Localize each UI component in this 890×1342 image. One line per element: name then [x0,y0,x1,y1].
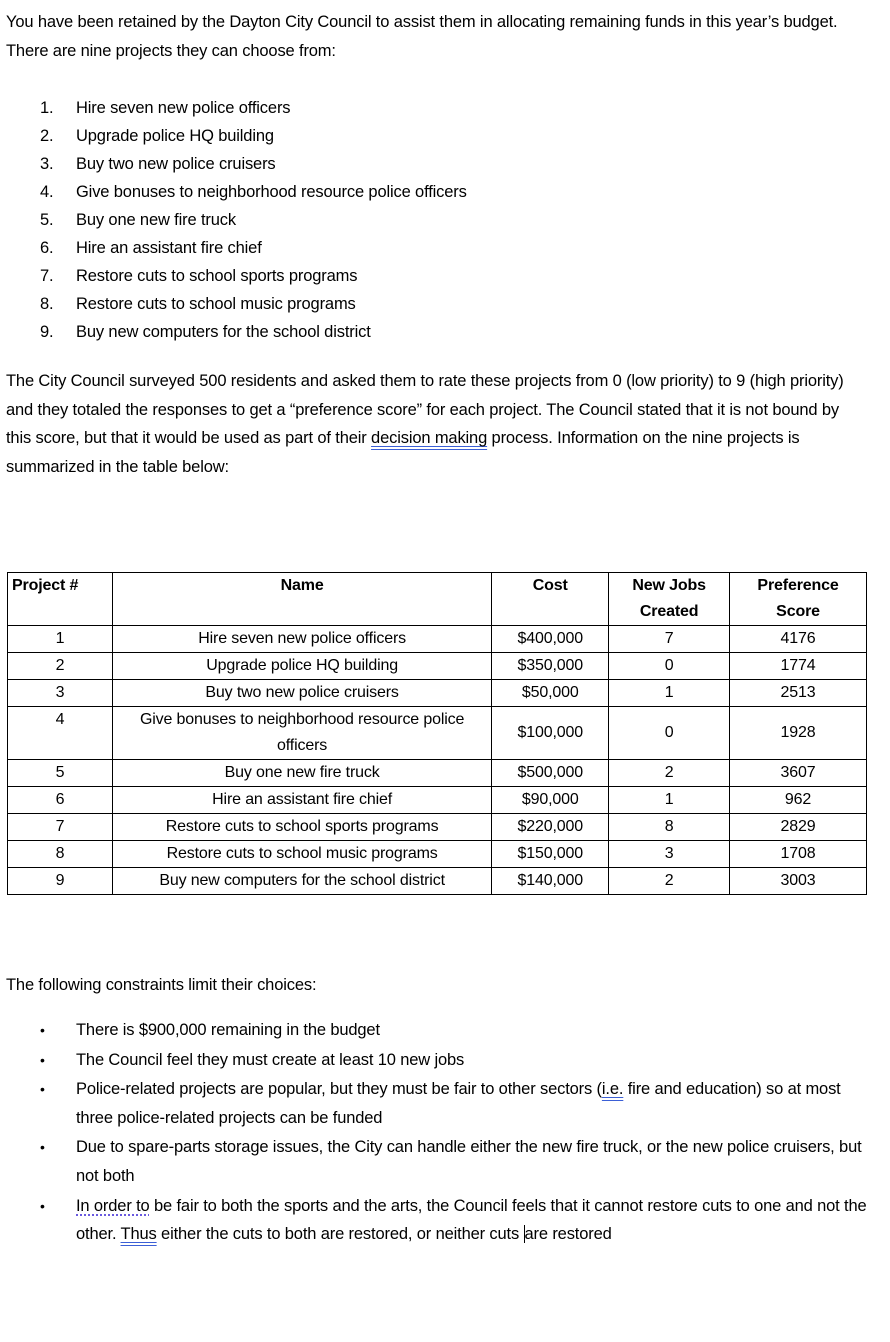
table-row [8,707,867,760]
cell-name: Restore cuts to school sports programs [112,814,491,841]
cell-name: Upgrade police HQ building [112,653,491,680]
list-item: 9. Buy new computers for the school district [40,323,371,341]
cell-jobs: 2 [609,868,730,895]
cell-project-num: 6 [8,787,113,814]
cell-project-num: 4 [8,707,113,760]
table-row [8,653,867,680]
projects-table [7,572,867,895]
cell-cost: $350,000 [492,653,609,680]
cell-jobs: 1 [609,787,730,814]
cell-name: Buy two new police cruisers [112,680,491,707]
header-cost: Cost [492,573,609,626]
table-row [8,787,867,814]
cell-score: 3003 [730,868,867,895]
list-item: 6. Hire an assistant fire chief [40,239,262,257]
table-row [8,841,867,868]
cell-score: 1928 [730,707,867,760]
intro-paragraph: You have been retained by the Dayton City Council to assist them in allocating remaining funds in this year’s budget. There are nine projects they can choose from: [6,13,838,60]
cell-project-num: 5 [8,760,113,787]
spellcheck-underline[interactable]: Thus [120,1225,157,1244]
header-name: Name [112,573,491,626]
table-row [8,868,867,895]
cell-project-num: 2 [8,653,113,680]
spellcheck-underline[interactable]: i.e. [601,1080,624,1099]
table-row [8,626,867,653]
cell-jobs: 0 [609,707,730,760]
list-item: 7. Restore cuts to school sports programs [40,267,358,285]
survey-paragraph: The City Council surveyed 500 residents and asked them to rate these projects from 0 (low priority) to 9 (high priority) and they totaled the responses to get a “preference score” for each project. The Council stated that it is not bound by this score, but that it would be used as part of their decision making process. Information on the nine projects is summarized in the table below: [6,372,844,476]
spellcheck-underline[interactable]: decision making [371,429,488,448]
list-item: 4. Give bonuses to neighborhood resource police officers [40,183,467,201]
cell-score: 4176 [730,626,867,653]
cell-score: 1774 [730,653,867,680]
cell-jobs: 0 [609,653,730,680]
list-item: • Due to spare-parts storage issues, the City can handle either the new fire truck, or the new police cruisers, but not both [40,1138,862,1185]
cell-jobs: 7 [609,626,730,653]
cell-cost: $50,000 [492,680,609,707]
cell-cost: $400,000 [492,626,609,653]
list-item: 8. Restore cuts to school music programs [40,295,356,313]
list-item: • The Council feel they must create at least 10 new jobs [40,1050,465,1069]
cell-project-num: 1 [8,626,113,653]
cell-score: 3607 [730,760,867,787]
cell-jobs: 8 [609,814,730,841]
list-item: • There is $900,000 remaining in the budget [40,1021,380,1039]
cell-cost: $220,000 [492,814,609,841]
list-item: 2. Upgrade police HQ building [40,127,274,145]
cell-name: Restore cuts to school music programs [112,841,491,868]
cell-cost: $150,000 [492,841,609,868]
cell-name: Buy one new fire truck [112,760,491,787]
cell-cost: $90,000 [492,787,609,814]
cell-score: 962 [730,787,867,814]
cell-name: Give bonuses to neighborhood resource police officers [112,707,491,760]
cell-score: 1708 [730,841,867,868]
cell-jobs: 2 [609,760,730,787]
cell-name: Hire seven new police officers [112,626,491,653]
cell-cost: $500,000 [492,760,609,787]
table-header-row [8,573,867,626]
header-project-num: Project # [8,573,113,626]
header-jobs: New Jobs Created [609,573,730,626]
constraints-list [40,1016,870,1250]
cell-jobs: 1 [609,680,730,707]
table-row [8,814,867,841]
projects-list [40,94,467,346]
cell-cost: $100,000 [492,707,609,760]
list-item: 5. Buy one new fire truck [40,211,236,229]
cell-project-num: 9 [8,868,113,895]
table-row [8,680,867,707]
cell-project-num: 3 [8,680,113,707]
list-item: 3. Buy two new police cruisers [40,155,276,173]
cell-score: 2829 [730,814,867,841]
header-score: Preference Score [730,573,867,626]
cell-cost: $140,000 [492,868,609,895]
cell-name: Hire an assistant fire chief [112,787,491,814]
constraints-heading: The following constraints limit their choices: [6,976,317,994]
list-item: • Police-related projects are popular, but they must be fair to other sectors (i.e. fire and education) so at most three police-related projects can be funded [40,1080,841,1127]
cell-project-num: 8 [8,841,113,868]
cell-jobs: 3 [609,841,730,868]
table-row [8,760,867,787]
cell-score: 2513 [730,680,867,707]
list-item: • In order to be fair to both the sports and the arts, the Council feels that it cannot restore cuts to one and not the other. Thus either the cuts to both are restored, or neither cuts are restored [40,1196,867,1244]
list-item: 1. Hire seven new police officers [40,99,291,117]
grammar-underline[interactable]: In order to [76,1196,150,1215]
cell-project-num: 7 [8,814,113,841]
cell-name: Buy new computers for the school district [112,868,491,895]
